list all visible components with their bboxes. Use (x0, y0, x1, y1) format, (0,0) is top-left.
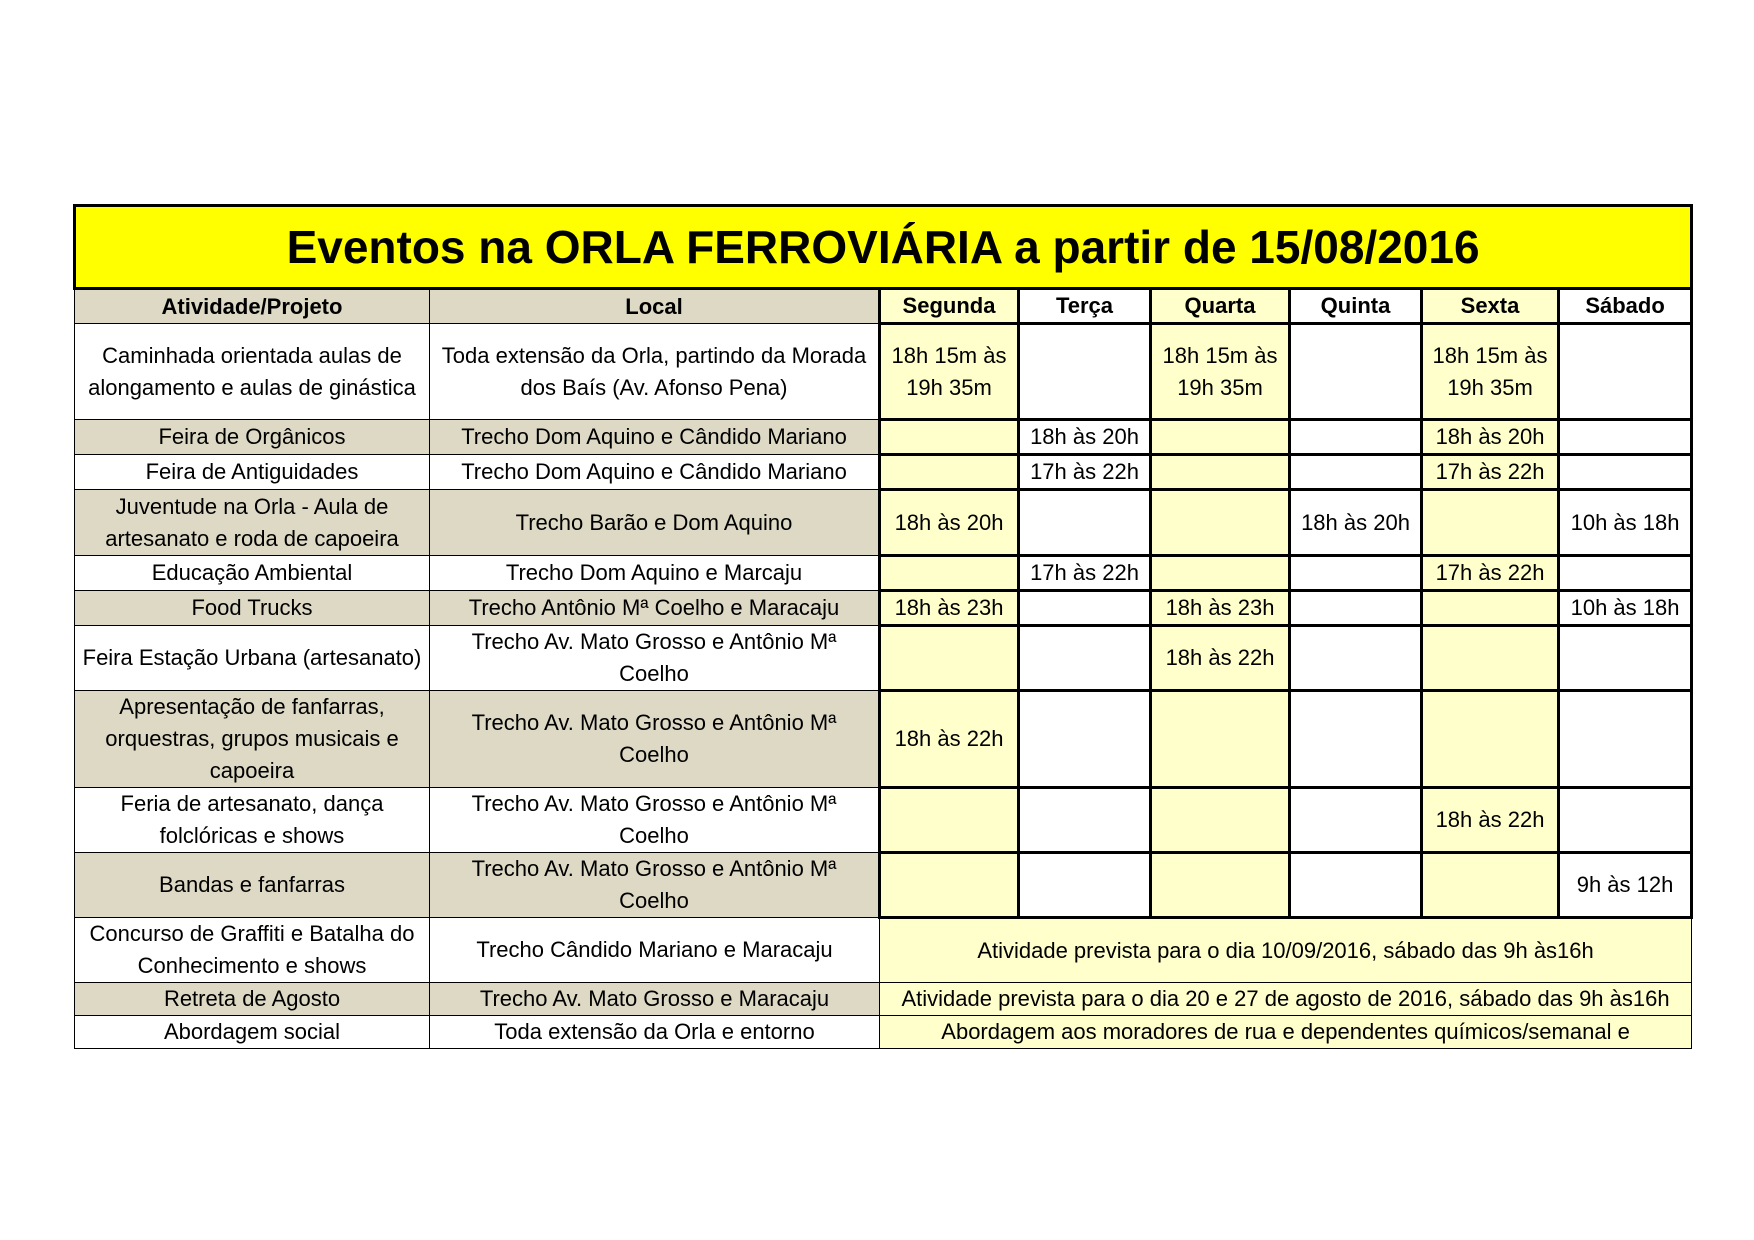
schedule-cell-segunda: 18h às 23h (880, 591, 1019, 626)
schedule-cell-sabado (1559, 691, 1692, 788)
title-row (75, 206, 1692, 289)
schedule-cell-quinta (1290, 455, 1422, 490)
schedule-cell-sexta (1422, 626, 1559, 691)
activity-cell: Apresentação de fanfarras, orquestras, grupos musicais e capoeira (75, 691, 430, 788)
table-row (75, 788, 1692, 853)
schedule-cell-sexta (1422, 853, 1559, 918)
header-row (75, 289, 1692, 324)
schedule-cell-sexta: 18h às 20h (1422, 420, 1559, 455)
location-cell: Trecho Av. Mato Grosso e Antônio Mª Coelho (430, 788, 880, 853)
schedule-cell-segunda: 18h às 20h (880, 490, 1019, 556)
activity-cell: Feira de Antiguidades (75, 455, 430, 490)
activity-cell: Juventude na Orla - Aula de artesanato e roda de capoeira (75, 490, 430, 556)
header-sabado: Sábado (1559, 289, 1692, 324)
activity-cell: Concurso de Graffiti e Batalha do Conhecimento e shows (75, 918, 430, 983)
location-cell: Trecho Av. Mato Grosso e Antônio Mª Coelho (430, 626, 880, 691)
schedule-cell-sabado (1559, 626, 1692, 691)
schedule-cell-segunda (880, 626, 1019, 691)
table-row (75, 691, 1692, 788)
schedule-cell-sexta (1422, 591, 1559, 626)
schedule-cell-segunda (880, 420, 1019, 455)
header-local: Local (430, 289, 880, 324)
schedule-cell-quinta (1290, 853, 1422, 918)
schedule-cell-terca: 17h às 22h (1019, 455, 1151, 490)
table-row (75, 983, 1692, 1016)
schedule-cell-quinta (1290, 591, 1422, 626)
schedule-cell-quarta (1151, 420, 1290, 455)
schedule-cell-terca: 18h às 20h (1019, 420, 1151, 455)
header-quinta: Quinta (1290, 289, 1422, 324)
schedule-cell-terca: 17h às 22h (1019, 556, 1151, 591)
schedule-cell-quarta (1151, 455, 1290, 490)
table-row (75, 324, 1692, 420)
table-row (75, 556, 1692, 591)
schedule-cell-quarta: 18h 15m às 19h 35m (1151, 324, 1290, 420)
location-cell: Toda extensão da Orla, partindo da Morada dos Baís (Av. Afonso Pena) (430, 324, 880, 420)
location-cell: Trecho Av. Mato Grosso e Antônio Mª Coelho (430, 691, 880, 788)
events-schedule-table (73, 204, 1693, 1049)
activity-cell: Feria de artesanato, dança folclóricas e shows (75, 788, 430, 853)
schedule-cell-quinta (1290, 556, 1422, 591)
activity-cell: Abordagem social (75, 1016, 430, 1049)
schedule-cell-terca (1019, 691, 1151, 788)
schedule-cell-segunda: 18h às 22h (880, 691, 1019, 788)
schedule-cell-terca (1019, 853, 1151, 918)
location-cell: Trecho Cândido Mariano e Maracaju (430, 918, 880, 983)
activity-cell: Food Trucks (75, 591, 430, 626)
activity-cell: Bandas e fanfarras (75, 853, 430, 918)
schedule-cell-quarta: 18h às 23h (1151, 591, 1290, 626)
location-cell: Trecho Dom Aquino e Cândido Mariano (430, 420, 880, 455)
schedule-note-cell: Abordagem aos moradores de rua e dependentes químicos/semanal e (880, 1016, 1692, 1049)
schedule-cell-sexta: 18h às 22h (1422, 788, 1559, 853)
location-cell: Trecho Dom Aquino e Cândido Mariano (430, 455, 880, 490)
schedule-cell-quinta (1290, 420, 1422, 455)
schedule-cell-terca (1019, 788, 1151, 853)
table-row (75, 626, 1692, 691)
table-row (75, 420, 1692, 455)
location-cell: Trecho Dom Aquino e Marcaju (430, 556, 880, 591)
schedule-cell-quarta (1151, 691, 1290, 788)
schedule-cell-sexta: 17h às 22h (1422, 455, 1559, 490)
table-row (75, 591, 1692, 626)
header-atividade: Atividade/Projeto (75, 289, 430, 324)
schedule-cell-terca (1019, 591, 1151, 626)
schedule-cell-terca (1019, 626, 1151, 691)
activity-cell: Caminhada orientada aulas de alongamento e aulas de ginástica (75, 324, 430, 420)
schedule-cell-quarta (1151, 556, 1290, 591)
schedule-cell-sabado: 9h às 12h (1559, 853, 1692, 918)
table-row (75, 490, 1692, 556)
location-cell: Trecho Barão e Dom Aquino (430, 490, 880, 556)
schedule-cell-sabado (1559, 455, 1692, 490)
schedule-cell-sexta: 18h 15m às 19h 35m (1422, 324, 1559, 420)
schedule-cell-sabado (1559, 556, 1692, 591)
schedule-cell-sabado: 10h às 18h (1559, 490, 1692, 556)
activity-cell: Feira de Orgânicos (75, 420, 430, 455)
schedule-cell-sexta: 17h às 22h (1422, 556, 1559, 591)
schedule-cell-terca (1019, 324, 1151, 420)
schedule-cell-quarta (1151, 853, 1290, 918)
schedule-cell-quarta (1151, 788, 1290, 853)
location-cell: Toda extensão da Orla e entorno (430, 1016, 880, 1049)
schedule-cell-quinta (1290, 788, 1422, 853)
activity-cell: Retreta de Agosto (75, 983, 430, 1016)
schedule-cell-quinta (1290, 691, 1422, 788)
header-segunda: Segunda (880, 289, 1019, 324)
schedule-cell-quinta: 18h às 20h (1290, 490, 1422, 556)
table-row (75, 853, 1692, 918)
schedule-cell-sexta (1422, 490, 1559, 556)
schedule-cell-segunda (880, 455, 1019, 490)
schedule-cell-sabado (1559, 788, 1692, 853)
activity-cell: Educação Ambiental (75, 556, 430, 591)
schedule-note-cell: Atividade prevista para o dia 10/09/2016, sábado das 9h às16h (880, 918, 1692, 983)
schedule-cell-sabado (1559, 420, 1692, 455)
activity-cell: Feira Estação Urbana (artesanato) (75, 626, 430, 691)
page-title: Eventos na ORLA FERROVIÁRIA a partir de 15/08/2016 (75, 206, 1692, 289)
schedule-cell-sabado (1559, 324, 1692, 420)
schedule-note-cell: Atividade prevista para o dia 20 e 27 de agosto de 2016, sábado das 9h às16h (880, 983, 1692, 1016)
schedule-cell-sexta (1422, 691, 1559, 788)
header-quarta: Quarta (1151, 289, 1290, 324)
header-sexta: Sexta (1422, 289, 1559, 324)
schedule-cell-segunda: 18h 15m às 19h 35m (880, 324, 1019, 420)
schedule-cell-quinta (1290, 626, 1422, 691)
location-cell: Trecho Av. Mato Grosso e Maracaju (430, 983, 880, 1016)
table-row (75, 1016, 1692, 1049)
table-row (75, 918, 1692, 983)
schedule-cell-quarta (1151, 490, 1290, 556)
location-cell: Trecho Av. Mato Grosso e Antônio Mª Coelho (430, 853, 880, 918)
table-row (75, 455, 1692, 490)
schedule-cell-quinta (1290, 324, 1422, 420)
schedule-cell-quarta: 18h às 22h (1151, 626, 1290, 691)
schedule-cell-terca (1019, 490, 1151, 556)
schedule-cell-segunda (880, 853, 1019, 918)
schedule-cell-segunda (880, 556, 1019, 591)
header-terca: Terça (1019, 289, 1151, 324)
location-cell: Trecho Antônio Mª Coelho e Maracaju (430, 591, 880, 626)
schedule-cell-sabado: 10h às 18h (1559, 591, 1692, 626)
schedule-cell-segunda (880, 788, 1019, 853)
